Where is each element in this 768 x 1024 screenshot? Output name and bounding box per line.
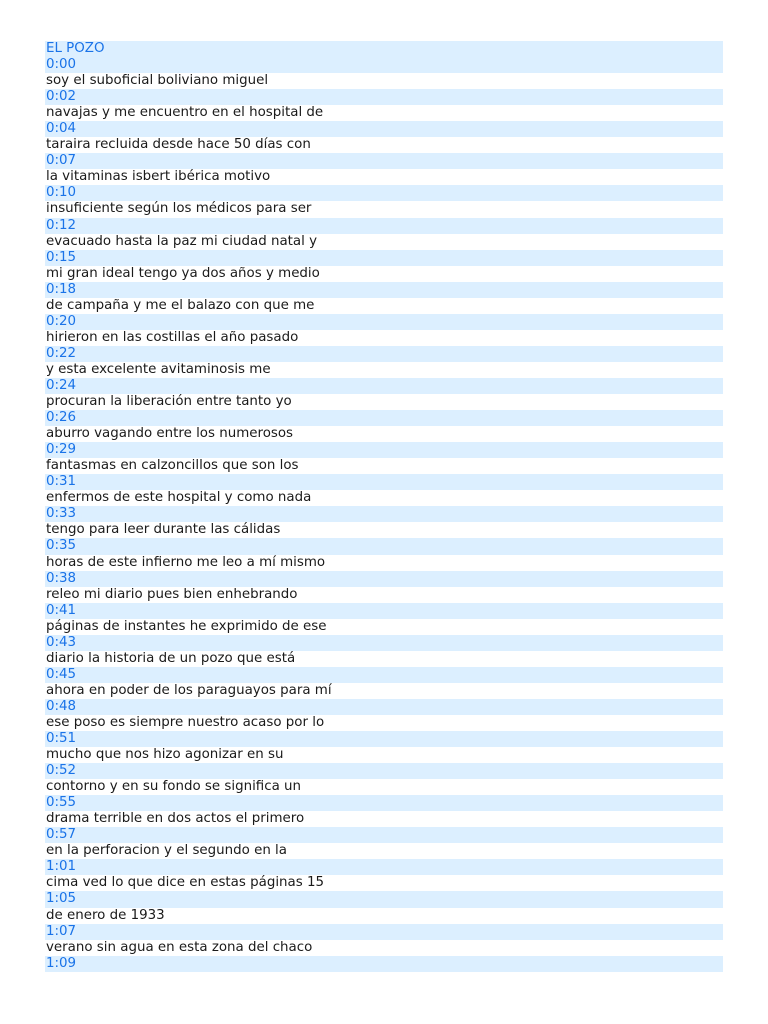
timestamp[interactable]: 1:09 xyxy=(45,956,723,972)
transcript-line: aburro vagando entre los numerosos xyxy=(45,426,723,442)
timestamp[interactable]: 0:22 xyxy=(45,346,723,362)
timestamp[interactable]: 0:07 xyxy=(45,153,723,169)
timestamp[interactable]: 0:15 xyxy=(45,250,723,266)
transcript-line: en la perforacion y el segundo en la xyxy=(45,843,723,859)
timestamp[interactable]: 0:10 xyxy=(45,185,723,201)
transcript-line: contorno y en su fondo se significa un xyxy=(45,779,723,795)
timestamp[interactable]: 0:12 xyxy=(45,218,723,234)
transcript-line: procuran la liberación entre tanto yo xyxy=(45,394,723,410)
timestamp[interactable]: 0:29 xyxy=(45,442,723,458)
transcript-line: de enero de 1933 xyxy=(45,908,723,924)
timestamp[interactable]: 0:55 xyxy=(45,795,723,811)
timestamp[interactable]: 0:24 xyxy=(45,378,723,394)
transcript-line: evacuado hasta la paz mi ciudad natal y xyxy=(45,234,723,250)
transcript-line: tengo para leer durante las cálidas xyxy=(45,522,723,538)
timestamp[interactable]: 0:33 xyxy=(45,506,723,522)
timestamp[interactable]: 0:48 xyxy=(45,699,723,715)
transcript-line: ese poso es siempre nuestro acaso por lo xyxy=(45,715,723,731)
transcript-line: taraira recluida desde hace 50 días con xyxy=(45,137,723,153)
timestamp[interactable]: 0:26 xyxy=(45,410,723,426)
transcript-line: horas de este infierno me leo a mí mismo xyxy=(45,555,723,571)
transcript xyxy=(45,41,723,972)
timestamp[interactable]: 0:02 xyxy=(45,89,723,105)
timestamp[interactable]: 0:00 xyxy=(45,57,723,73)
timestamp[interactable]: 1:07 xyxy=(45,924,723,940)
transcript-line: diario la historia de un pozo que está xyxy=(45,651,723,667)
transcript-line: soy el suboficial boliviano miguel xyxy=(45,73,723,89)
transcript-line: verano sin agua en esta zona del chaco xyxy=(45,940,723,956)
transcript-line: y esta excelente avitaminosis me xyxy=(45,362,723,378)
timestamp[interactable]: 0:04 xyxy=(45,121,723,137)
transcript-line: de campaña y me el balazo con que me xyxy=(45,298,723,314)
timestamp[interactable]: 1:05 xyxy=(45,891,723,907)
timestamp[interactable]: 0:43 xyxy=(45,635,723,651)
timestamp[interactable]: 0:57 xyxy=(45,827,723,843)
timestamp[interactable]: 1:01 xyxy=(45,859,723,875)
transcript-line: mi gran ideal tengo ya dos años y medio xyxy=(45,266,723,282)
transcript-line: navajas y me encuentro en el hospital de xyxy=(45,105,723,121)
timestamp[interactable]: 0:45 xyxy=(45,667,723,683)
transcript-line: la vitaminas isbert ibérica motivo xyxy=(45,169,723,185)
timestamp[interactable]: 0:51 xyxy=(45,731,723,747)
timestamp[interactable]: 0:52 xyxy=(45,763,723,779)
timestamp[interactable]: 0:18 xyxy=(45,282,723,298)
transcript-line: releo mi diario pues bien enhebrando xyxy=(45,587,723,603)
transcript-line: cima ved lo que dice en estas páginas 15 xyxy=(45,875,723,891)
timestamp[interactable]: 0:20 xyxy=(45,314,723,330)
transcript-line: hirieron en las costillas el año pasado xyxy=(45,330,723,346)
timestamp[interactable]: 0:35 xyxy=(45,538,723,554)
timestamp[interactable]: 0:38 xyxy=(45,571,723,587)
document-title: EL POZO xyxy=(45,41,723,57)
transcript-line: páginas de instantes he exprimido de ese xyxy=(45,619,723,635)
transcript-line: mucho que nos hizo agonizar en su xyxy=(45,747,723,763)
transcript-line: enfermos de este hospital y como nada xyxy=(45,490,723,506)
transcript-line: fantasmas en calzoncillos que son los xyxy=(45,458,723,474)
transcript-line: insuficiente según los médicos para ser xyxy=(45,201,723,217)
transcript-line: ahora en poder de los paraguayos para mí xyxy=(45,683,723,699)
timestamp[interactable]: 0:31 xyxy=(45,474,723,490)
timestamp[interactable]: 0:41 xyxy=(45,603,723,619)
transcript-line: drama terrible en dos actos el primero xyxy=(45,811,723,827)
